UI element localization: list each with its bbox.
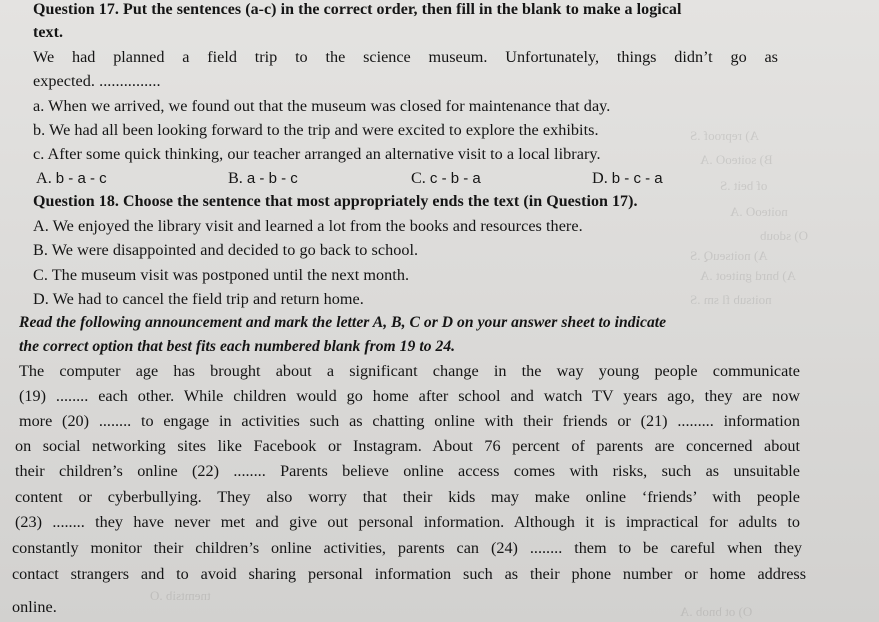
show-through-text: noitsub fl sm .S — [690, 292, 772, 307]
instruction-line-2: the correct option that best fits each numbered blank from 19 to 24. — [19, 338, 456, 355]
passage-line: contact strangers and to avoid sharing personal information such as their phone number or home address — [12, 565, 806, 583]
passage-line-blank-23: (23) ........ they have never met and give out personal information. Although it is impractical for adults to — [15, 513, 800, 531]
q18-option-c[interactable]: C. The museum visit was postponed until the next month. — [33, 266, 410, 284]
show-through-text: A) noitseuQ .S — [690, 248, 768, 263]
passage-line-blank-19: (19) ........ each other. While children would go home after school and watch TV years ago, they are now — [19, 387, 800, 405]
passage-line-blank-22: their children’s online (22) ........ Parents believe online access comes with risks, such as unsuitable — [15, 462, 800, 480]
option-letter: B. — [228, 169, 243, 187]
instruction-line-1: Read the following announcement and mark the letter A, B, C or D on your answer sheet to indicate — [19, 314, 667, 331]
show-through-text: of beit .S — [720, 178, 768, 193]
q18-option-d[interactable]: D. We had to cancel the field trip and return home. — [33, 290, 364, 308]
option-value: a - b - c — [246, 170, 298, 187]
passage-line: The computer age has brought about a significant change in the way young people communicate — [19, 362, 800, 380]
passage-line-blank-24: constantly monitor their children’s online activities, parents can (24) ........ them to be careful when they — [12, 539, 802, 557]
q18-option-b[interactable]: B. We were disappointed and decided to go back to school. — [33, 241, 419, 259]
option-value: b - c - a — [611, 170, 663, 187]
option-letter: A. — [36, 169, 52, 187]
sentence-c: c. After some quick thinking, our teacher arranged an alternative visit to a local library. — [33, 145, 601, 163]
option-value: b - a - c — [55, 170, 107, 187]
option-value: c - b - a — [429, 170, 481, 187]
show-through-text: O) sdoub — [760, 228, 809, 243]
show-through-text: noiteoO .A — [730, 204, 788, 219]
q18-option-a[interactable]: A. We enjoyed the library visit and learned a lot from the books and resources there. — [33, 217, 583, 235]
show-through-text: B) soiteoO .A — [700, 152, 773, 167]
option-letter: C. — [411, 169, 426, 187]
q17-option-c[interactable] — [411, 168, 481, 189]
show-through-text: tnemtsib .O — [150, 588, 211, 603]
question-17-title: Question 17. Put the sentences (a-c) in the correct order, then fill in the blank to make a logical — [33, 1, 682, 18]
question-17-intro: We had planned a field trip to the science museum. Unfortunately, things didn’t go as — [33, 48, 778, 66]
q17-option-b[interactable] — [228, 168, 298, 189]
option-letter: D. — [592, 169, 608, 187]
passage-line-blank-20-21: more (20) ........ to engage in activities such as chatting online with their friends or (21) ......... information — [19, 412, 800, 430]
question-18-title: Question 18. Choose the sentence that most appropriately ends the text (in Question 17). — [33, 193, 638, 210]
show-through-text: A) reproof .S — [690, 128, 759, 143]
q17-option-a[interactable] — [36, 168, 107, 189]
passage-line: content or cyberbullying. They also worry that their kids may make online ‘friends’ with people — [15, 488, 800, 506]
sentence-b: b. We had all been looking forward to the trip and were excited to explore the exhibits. — [33, 121, 599, 139]
passage-last-line: online. — [12, 598, 57, 616]
show-through-text: A) bnrd gniteot .A — [700, 268, 797, 283]
question-17-intro-blank[interactable]: expected. ............... — [33, 72, 161, 90]
question-17-title-continued: text. — [33, 24, 64, 41]
sentence-a: a. When we arrived, we found out that the museum was closed for maintenance that day. — [33, 97, 611, 115]
passage-line: on social networking sites like Facebook or Instagram. About 76 percent of parents are concerned about — [15, 437, 800, 455]
q17-option-d[interactable] — [592, 168, 663, 189]
show-through-text: O) ot bnob .A — [680, 604, 753, 619]
